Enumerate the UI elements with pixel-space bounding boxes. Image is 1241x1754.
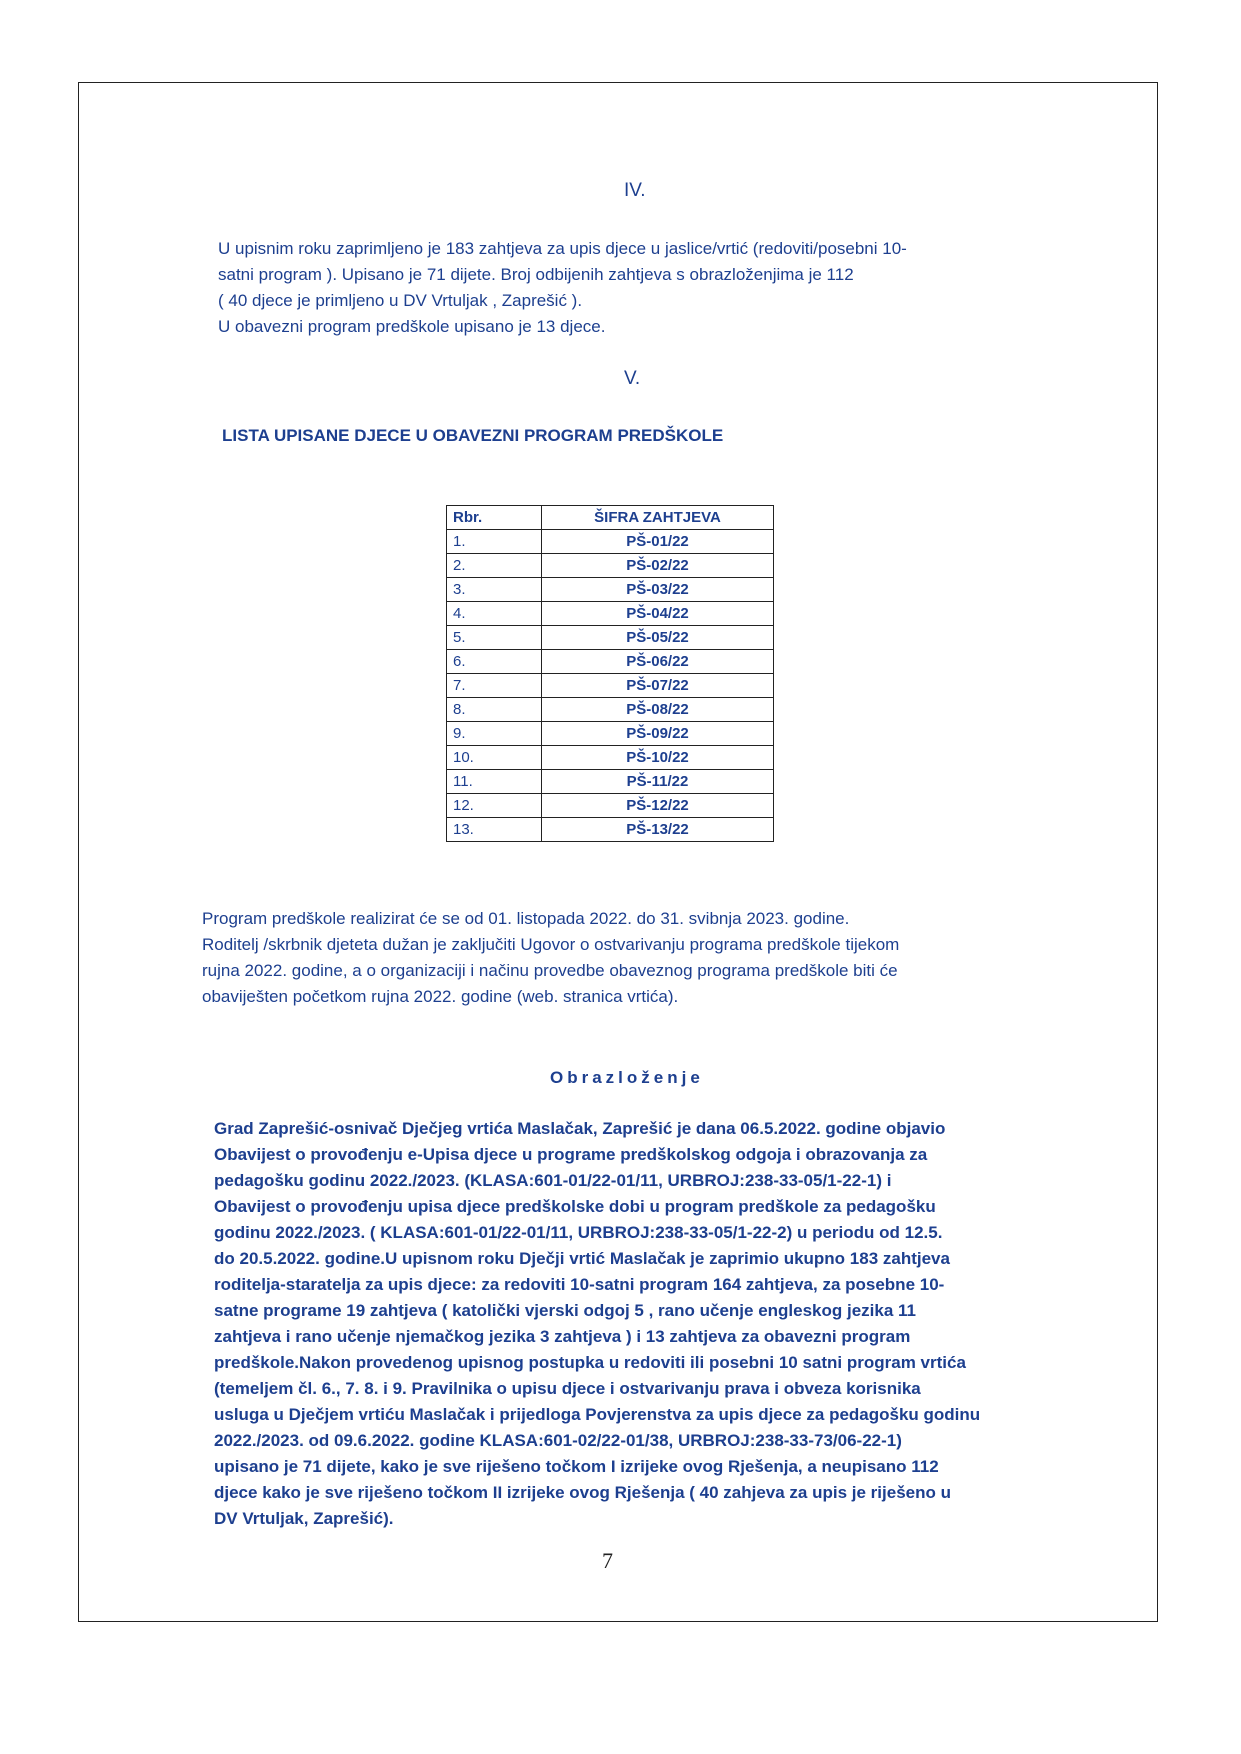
section-4-numeral: IV. <box>624 180 646 201</box>
page-number: 7 <box>602 1548 613 1573</box>
obrazlozenje-line: 2022./2023. od 09.6.2022. godine KLASA:601-02/22-01/38, URBROJ:238-33-73/06-22-1) <box>214 1431 902 1450</box>
request-code: PŠ-02/22 <box>542 554 774 578</box>
table-row <box>447 674 774 698</box>
obrazlozenje-line: satne programe 19 zahtjeva ( katolički vjerski odgoj 5 , rano učenje engleskog jezika 11 <box>214 1301 917 1320</box>
section-4-line: U upisnim roku zaprimljeno je 183 zahtjeva za upis djece u jaslice/vrtić (redoviti/posebni 10- <box>218 239 907 258</box>
program-note-line: Roditelj /skrbnik djeteta dužan je zaključiti Ugovor o ostvarivanju programa predškole tijekom <box>202 935 900 954</box>
table-header-row <box>447 506 774 530</box>
request-code: PŠ-07/22 <box>542 674 774 698</box>
request-code: PŠ-13/22 <box>542 818 774 842</box>
section-4-line: ( 40 djece je primljeno u DV Vrtuljak , Zaprešić ). <box>218 291 583 310</box>
row-number: 11. <box>447 770 542 794</box>
table-row <box>447 530 774 554</box>
table-row <box>447 770 774 794</box>
row-number: 4. <box>447 602 542 626</box>
obrazlozenje-line: (temeljem čl. 6., 7. 8. i 9. Pravilnika o upisu djece i ostvarivanju prava i obveza korisnika <box>214 1379 921 1398</box>
program-note-line: rujna 2022. godine, a o organizaciji i načinu provedbe obaveznog programa predškole biti će <box>202 961 898 980</box>
request-code: PŠ-05/22 <box>542 626 774 650</box>
request-code: PŠ-01/22 <box>542 530 774 554</box>
obrazlozenje-line: Obavijest o provođenju upisa djece predškolske dobi u program predškole za pedagošku <box>214 1197 936 1216</box>
table-row <box>447 578 774 602</box>
request-code: PŠ-09/22 <box>542 722 774 746</box>
obrazlozenje-line: DV Vrtuljak, Zaprešić). <box>214 1509 394 1528</box>
column-header-rbr: Rbr. <box>447 506 542 530</box>
row-number: 3. <box>447 578 542 602</box>
obrazlozenje-line: upisano je 71 dijete, kako je sve riješeno točkom I izrijeke ovog Rješenja, a neupisano 112 <box>214 1457 939 1476</box>
table-row <box>447 746 774 770</box>
row-number: 6. <box>447 650 542 674</box>
table-row <box>447 698 774 722</box>
request-code: PŠ-10/22 <box>542 746 774 770</box>
table-row <box>447 626 774 650</box>
obrazlozenje-title: Obrazloženje <box>550 1068 704 1087</box>
request-code: PŠ-04/22 <box>542 602 774 626</box>
row-number: 10. <box>447 746 542 770</box>
request-code: PŠ-11/22 <box>542 770 774 794</box>
list-heading: LISTA UPISANE DJECE U OBAVEZNI PROGRAM PREDŠKOLE <box>222 426 724 445</box>
obrazlozenje-line: roditelja-staratelja za upis djece: za redoviti 10-satni program 164 zahtjeva, za posebne 10- <box>214 1275 945 1294</box>
column-header-sifra: ŠIFRA ZAHTJEVA <box>542 506 774 530</box>
row-number: 1. <box>447 530 542 554</box>
obrazlozenje-line: pedagošku godinu 2022./2023. (KLASA:601-01/22-01/11, URBROJ:238-33-05/1-22-1) i <box>214 1171 892 1190</box>
request-code: PŠ-06/22 <box>542 650 774 674</box>
row-number: 5. <box>447 626 542 650</box>
request-code: PŠ-03/22 <box>542 578 774 602</box>
row-number: 8. <box>447 698 542 722</box>
table-row <box>447 794 774 818</box>
obrazlozenje-line: djece kako je sve riješeno točkom II izrijeke ovog Rješenja ( 40 zahjeva za upis je riješeno u <box>214 1483 951 1502</box>
table-row <box>447 722 774 746</box>
request-code: PŠ-12/22 <box>542 794 774 818</box>
row-number: 13. <box>447 818 542 842</box>
obrazlozenje-line: Obavijest o provođenju e-Upisa djece u programe predškolskog odgoja i obrazovanja za <box>214 1145 928 1164</box>
section-4-text <box>218 236 1118 340</box>
enrolled-children-table <box>446 505 774 842</box>
row-number: 12. <box>447 794 542 818</box>
section-5-numeral: V. <box>624 368 641 389</box>
row-number: 7. <box>447 674 542 698</box>
section-4-line: U obavezni program predškole upisano je 13 djece. <box>218 317 606 336</box>
request-code: PŠ-08/22 <box>542 698 774 722</box>
table-row <box>447 554 774 578</box>
obrazlozenje-line: godinu 2022./2023. ( KLASA:601-01/22-01/11, URBROJ:238-33-05/1-22-2) u periodu od 12.5. <box>214 1223 943 1242</box>
table-row <box>447 602 774 626</box>
row-number: 2. <box>447 554 542 578</box>
program-note <box>202 906 1132 1010</box>
obrazlozenje-line: zahtjeva i rano učenje njemačkog jezika 3 zahtjeva ) i 13 zahtjeva za obavezni program <box>214 1327 911 1346</box>
obrazlozenje-line: usluga u Dječjem vrtiću Maslačak i prijedloga Povjerenstva za upis djece za pedagošku godinu <box>214 1405 981 1424</box>
row-number: 9. <box>447 722 542 746</box>
program-note-line: Program predškole realizirat će se od 01. listopada 2022. do 31. svibnja 2023. godine. <box>202 909 850 928</box>
program-note-line: obaviješten početkom rujna 2022. godine (web. stranica vrtića). <box>202 987 679 1006</box>
obrazlozenje-line: do 20.5.2022. godine.U upisnom roku Dječji vrtić Maslačak je zaprimio ukupno 183 zahtjeva <box>214 1249 950 1268</box>
section-4-line: satni program ). Upisano je 71 dijete. Broj odbijenih zahtjeva s obrazloženjima je 112 <box>218 265 854 284</box>
table-row <box>447 818 774 842</box>
obrazlozenje-text <box>214 1116 1144 1532</box>
table-row <box>447 650 774 674</box>
obrazlozenje-line: predškole.Nakon provedenog upisnog postupka u redoviti ili posebni 10 satni program vrtića <box>214 1353 966 1372</box>
obrazlozenje-line: Grad Zaprešić-osnivač Dječjeg vrtića Maslačak, Zaprešić je dana 06.5.2022. godine objavio <box>214 1119 946 1138</box>
